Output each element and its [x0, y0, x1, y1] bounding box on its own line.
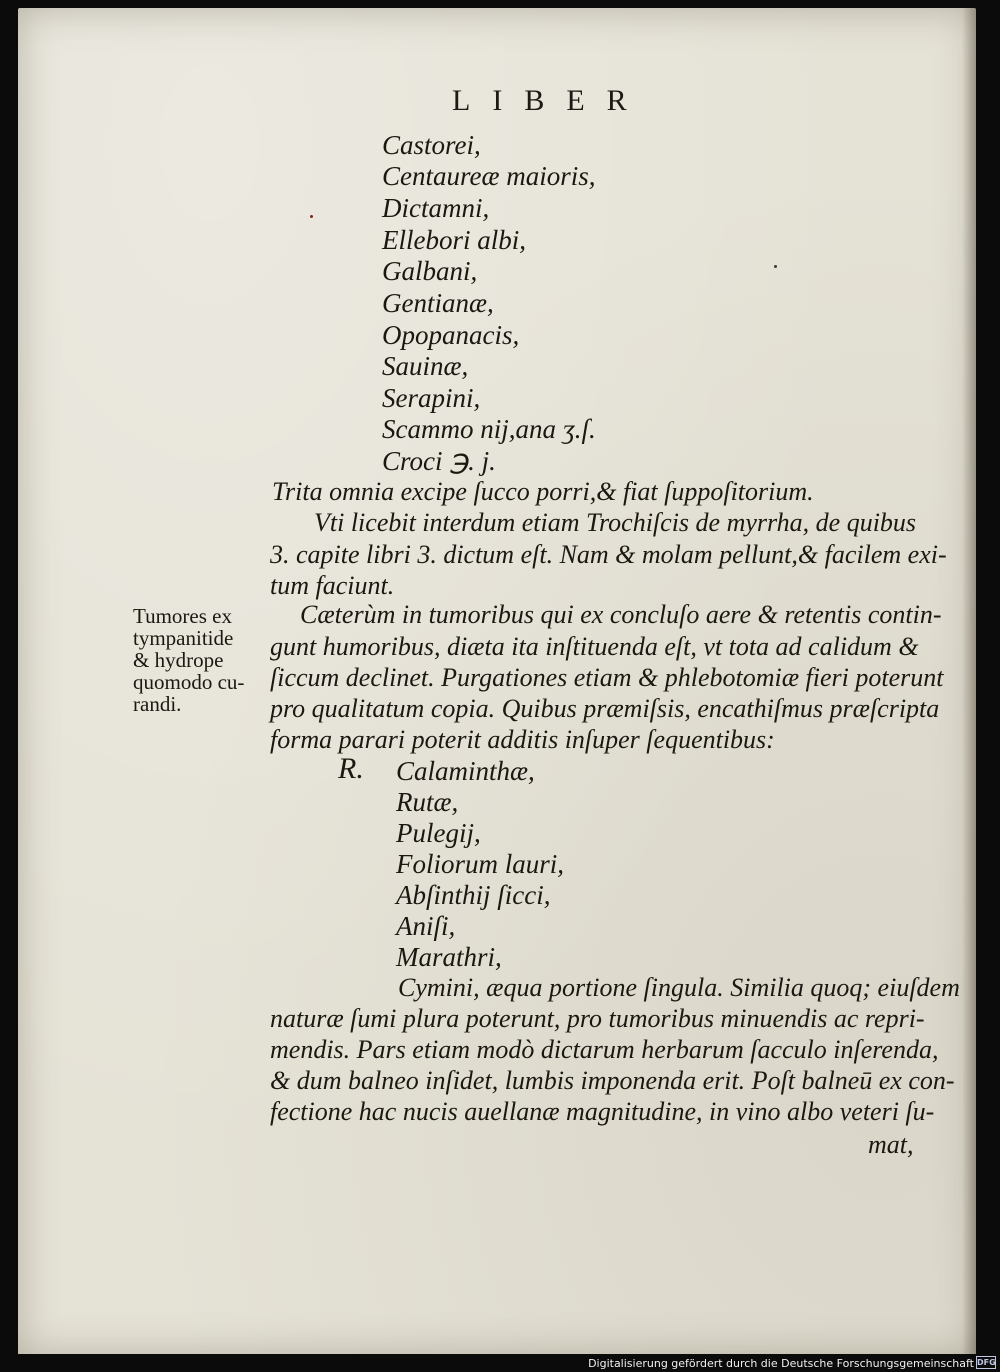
ingredient-line: Castorei,: [382, 130, 481, 160]
paragraph-line: ſiccum declinet. Purgationes etiam & phlebotomiæ fieri poterunt: [270, 663, 944, 692]
paragraph-line: Trita omnia excipe ſucco porri,& fiat ſuppoſitorium.: [272, 477, 814, 506]
ingredient-line: Sauinæ,: [382, 351, 469, 381]
funding-credit: Digitalisierung gefördert durch die Deutsche Forschungsgemeinschaft: [588, 1357, 974, 1370]
page-edge-shadow: [962, 8, 976, 1356]
recipe-symbol: R.: [338, 752, 364, 785]
ingredient-line: Abſinthij ſicci,: [396, 880, 551, 910]
catchword: mat,: [868, 1130, 914, 1159]
paragraph-line: naturæ ſumi plura poterunt, pro tumoribus minuendis ac repri-: [270, 1004, 925, 1033]
margin-note-line: tympanitide: [133, 626, 234, 650]
ink-speck: [774, 265, 777, 268]
ingredient-line: Aniſi,: [396, 911, 456, 941]
ingredient-line: Scammo nij,ana ʒ.ſ.: [382, 414, 596, 444]
paragraph-line: mendis. Pars etiam modò dictarum herbarum ſacculo inſerenda,: [270, 1035, 939, 1064]
paragraph-line: Cymini, æqua portione ſingula. Similia quoq; eiuſdem: [398, 973, 960, 1002]
ingredient-line: Gentianæ,: [382, 288, 494, 318]
paragraph-line: & dum balneo inſidet, lumbis imponenda erit. Poſt balneū ex con-: [270, 1066, 955, 1095]
paragraph-line: 3. capite libri 3. dictum eſt. Nam & molam pellunt,& facilem exi-: [270, 540, 947, 569]
ingredient-line: Centaureæ maioris,: [382, 161, 596, 191]
ingredient-line: Galbani,: [382, 256, 478, 286]
paragraph-line: tum faciunt.: [270, 571, 395, 600]
margin-note-line: quomodo cu-: [133, 670, 245, 694]
paragraph-line: forma parari poterit additis inſuper ſequentibus:: [270, 725, 775, 754]
paragraph-line: pro qualitatum copia. Quibus præmiſsis, encathiſmus præſcripta: [270, 694, 940, 723]
dfg-logo: DFG: [977, 1358, 996, 1367]
ingredient-line: Marathri,: [396, 942, 502, 972]
paragraph-line: gunt humoribus, diæta ita inſtituenda eſt, vt tota ad calidum &: [270, 632, 919, 661]
ingredient-line: Rutæ,: [396, 787, 459, 817]
ink-speck: [310, 215, 313, 218]
footer-bar: [0, 1354, 1000, 1372]
margin-note-line: & hydrope: [133, 648, 224, 672]
margin-note-line: randi.: [133, 692, 182, 716]
ingredient-line: Ellebori albi,: [382, 225, 526, 255]
margin-note-line: Tumores ex: [133, 604, 232, 628]
paragraph-line: Vti licebit interdum etiam Trochiſcis de myrrha, de quibus: [314, 508, 917, 537]
ingredient-line: Pulegij,: [396, 818, 481, 848]
paragraph-line: Cæterùm in tumoribus qui ex concluſo aere & retentis contin-: [300, 600, 942, 629]
paragraph-line: fectione hac nucis auellanæ magnitudine, in vino albo veteri ſu-: [270, 1097, 935, 1126]
ingredient-line: Dictamni,: [382, 193, 490, 223]
ingredient-line: Foliorum lauri,: [396, 849, 565, 879]
ingredient-line: Opopanacis,: [382, 320, 520, 350]
ingredient-line: Croci ℈. j.: [382, 446, 496, 476]
ingredient-line: Calaminthæ,: [396, 756, 535, 786]
running-header: LIBER: [452, 84, 649, 117]
ingredient-line: Serapini,: [382, 383, 481, 413]
